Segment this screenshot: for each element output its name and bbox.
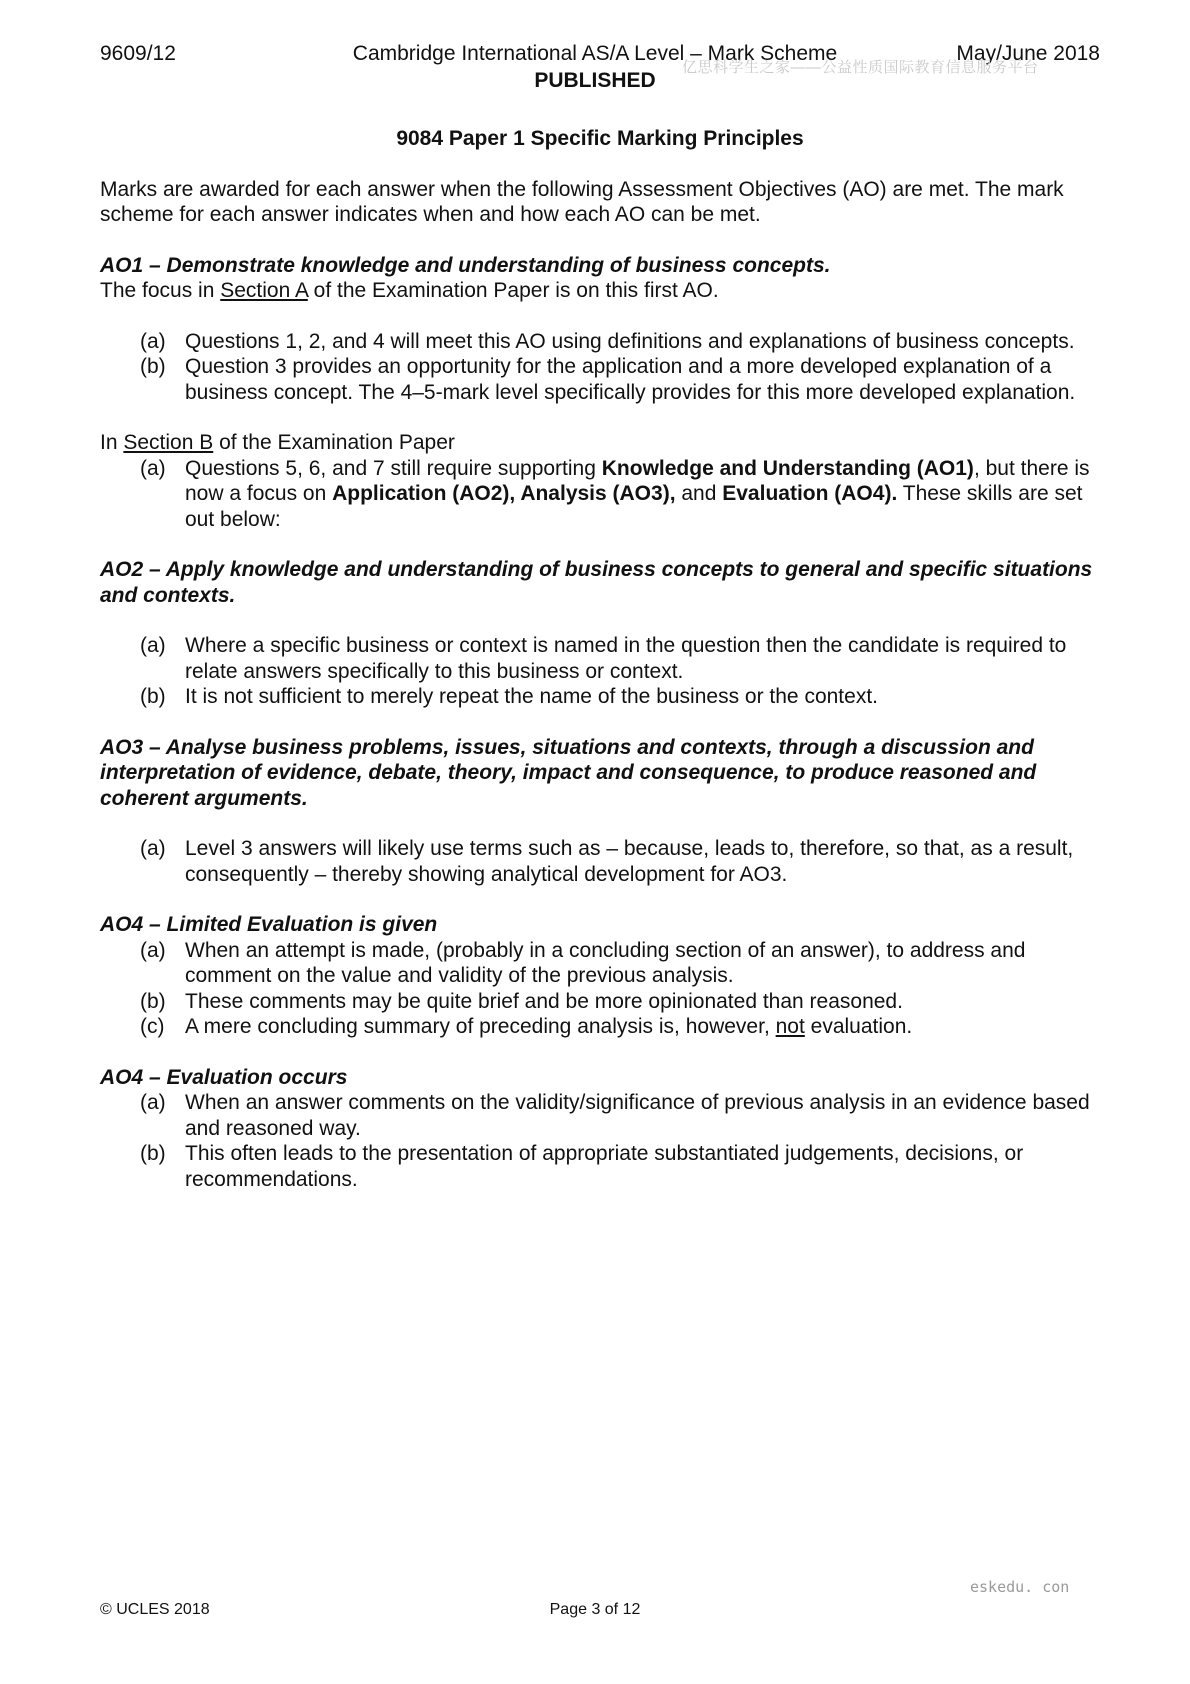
watermark-top: 亿思科学生之家——公益性质国际教育信息服务平台: [682, 59, 1039, 76]
watermark-bottom: eskedu. con: [970, 1578, 1070, 1596]
ao4-occurs-list: [140, 1090, 1100, 1192]
list-item: (a) Questions 5, 6, and 7 still require supporting Knowledge and Understanding (AO1), but there is now a focus on Application (AO2), Analysis (AO3), and Evaluation (AO4). These skills are set out below:: [140, 456, 1090, 531]
page-title: 9084 Paper 1 Specific Marking Principles: [396, 127, 804, 150]
list-item: (b) These comments may be quite brief and be more opinionated than reasoned.: [140, 989, 903, 1013]
ao4-limited-list: [140, 938, 1100, 1040]
exam-code: 9609/12: [100, 42, 176, 65]
list-item: (a) Level 3 answers will likely use terms such as – because, leads to, therefore, so that, as a result, consequently – thereby showing analytical development for AO3.: [140, 837, 1074, 886]
ao3-list: [140, 836, 1100, 887]
section-a-ref: Section A: [220, 279, 308, 302]
ao1-heading: AO1 – Demonstrate knowledge and understanding of business concepts.: [100, 253, 831, 277]
list-item: (a) When an answer comments on the validity/significance of previous analysis in an evidence based and reasoned way.: [140, 1091, 1090, 1140]
list-item: (a) When an attempt is made, (probably in a concluding section of an answer), to address and comment on the value and validity of the previous analysis.: [140, 938, 1026, 987]
ao2-heading: AO2 – Apply knowledge and understanding of business concepts to general and specific situations and contexts.: [100, 558, 1093, 607]
ao2-list: [140, 633, 1100, 710]
list-item: (b) It is not sufficient to merely repeat the name of the business or the context.: [140, 685, 878, 708]
section-b-ref: Section B: [123, 431, 214, 454]
intro-paragraph: Marks are awarded for each answer when the following Assessment Objectives (AO) are met. The mark scheme for each answer indicates when and how each AO can be met.: [100, 177, 1064, 226]
ao4-occurs-heading: AO4 – Evaluation occurs: [100, 1065, 348, 1089]
list-item: (b) Question 3 provides an opportunity for the application and a more developed explanation of a business concept. The 4–5-mark level specifically provides for this more developed explanation.: [140, 355, 1076, 404]
page-content: [100, 126, 1100, 1192]
copyright: © UCLES 2018: [100, 1601, 210, 1618]
list-item: (c) A mere concluding summary of preceding analysis is, however, not evaluation.: [140, 1015, 913, 1038]
list-item: (a) Questions 1, 2, and 4 will meet this AO using definitions and explanations of business concepts.: [140, 329, 1075, 353]
document-header-title: Cambridge International AS/A Level – Mark Scheme: [352, 42, 838, 65]
list-item: (a) Where a specific business or context is named in the question then the candidate is required to relate answers specifically to this business or context.: [140, 634, 1067, 683]
page-number: Page 3 of 12: [549, 1601, 641, 1618]
list-item: (b) This often leads to the presentation of appropriate substantiated judgements, decisions, or recommendations.: [140, 1142, 1024, 1191]
section-b-intro: In Section B of the Examination Paper: [100, 431, 455, 454]
published-label: PUBLISHED: [534, 69, 656, 92]
ao1-focus: The focus in Section A of the Examination Paper is on this first AO.: [100, 279, 719, 302]
ao4-limited-heading: AO4 – Limited Evaluation is given: [100, 913, 438, 936]
exam-session: May/June 2018: [956, 42, 1100, 65]
ao3-heading: AO3 – Analyse business problems, issues, situations and contexts, through a discussion and interpretation of evidence, debate, theory, impact and consequence, to produce reasoned and coherent arguments.: [100, 735, 1037, 810]
ao1-list: [140, 329, 1100, 406]
section-b-list: [140, 456, 1100, 533]
